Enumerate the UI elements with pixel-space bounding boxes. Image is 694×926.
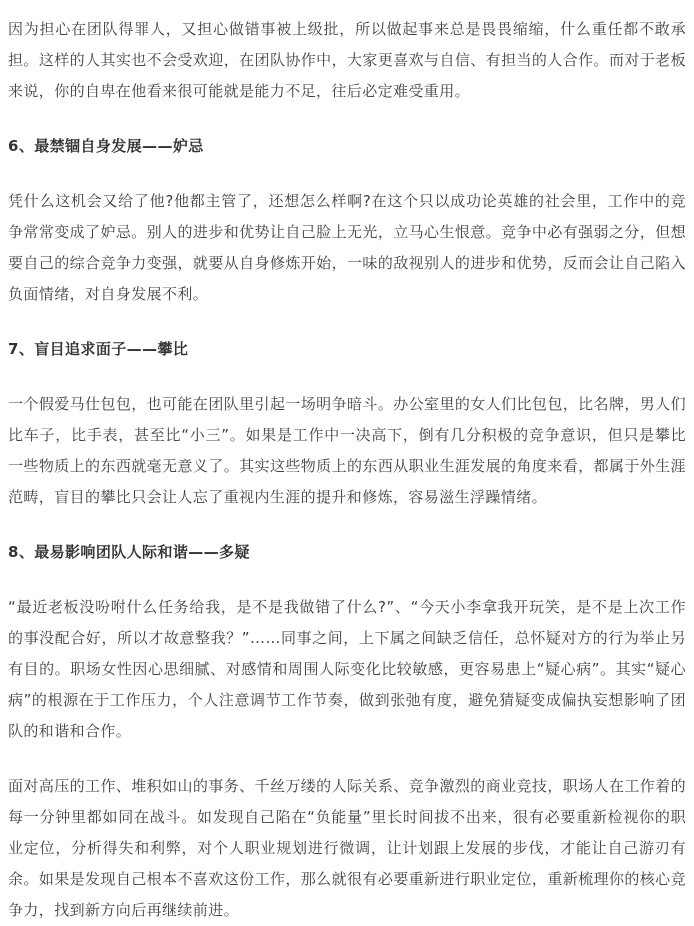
paragraph-comparison: 一个假爱马仕包包，也可能在团队里引起一场明争暗斗。办公室里的女人们比包包，比名牌，男人们比车子，比手表，甚至比“小三”。如果是工作中一决高下，倒有几分积极的竞争意识，但只是攀比一些物质上的东西就毫无意义了。其实这些物质上的东西从职业生涯发展的角度来看，都属于外生涯范畴，盲目的攀比只会让人忘了重视内生涯的提升和修炼，容易滋生浮躁情绪。 — [8, 395, 686, 506]
paragraph-suspicion: “最近老板没吩咐什么任务给我，是不是我做错了什么?”、“今天小李拿我开玩笑，是不是上次工作的事没配合好，所以才故意整我？”……同事之间，上下属之间缺乏信任，总怀疑对方的行为举止另有目的。职场女性因心思细腻、对感情和周围人际变化比较敏感，更容易患上“疑心病”。其实“疑心病”的根源在于工作压力，个人注意调节工作节奏，做到张弛有度，避免猜疑变成偏执妄想影响了团队的和谐和合作。 — [8, 598, 686, 740]
paragraph-jealousy: 凭什么这机会又给了他?他都主管了，还想怎么样啊?在这个只以成功论英雄的社会里，工作中的竞争常常变成了妒忌。别人的进步和优势让自己脸上无光，立马心生恨意。竞争中必有强弱之分，但想要自己的综合竞争力变强，就要从自身修炼开始，一味的敌视别人的进步和优势，反而会让自己陷入负面情绪，对自身发展不利。 — [8, 192, 686, 303]
paragraph-intro: 因为担心在团队得罪人，又担心做错事被上级批，所以做起事来总是畏畏缩缩，什么重任都不敢承担。这样的人其实也不会受欢迎，在团队协作中，大家更喜欢与自信、有担当的人合作。而对于老板来说，你的自卑在他看来很可能就是能力不足，往后必定难受重用。 — [8, 20, 686, 100]
section-heading-6: 6、最禁锢自身发展——妒忌 — [8, 137, 204, 155]
section-heading-7: 7、盲目追求面子——攀比 — [8, 340, 189, 358]
section-heading-8: 8、最易影响团队人际和谐——多疑 — [8, 543, 250, 561]
paragraph-conclusion: 面对高压的工作、堆积如山的事务、千丝万缕的人际关系、竞争激烈的商业竞技，职场人在工作着的每一分钟里都如同在战斗。如发现自己陷在“负能量”里长时间拔不出来，很有必要重新检视你的职业定位，分析得失和利弊，对个人职业规划进行微调，让计划跟上发展的步伐，才能让自己游刃有余。如果是发现自己根本不喜欢这份工作，那么就很有必要重新进行职业定位，重新梳理你的核心竞争力，找到新方向后再继续前进。 — [8, 777, 686, 919]
